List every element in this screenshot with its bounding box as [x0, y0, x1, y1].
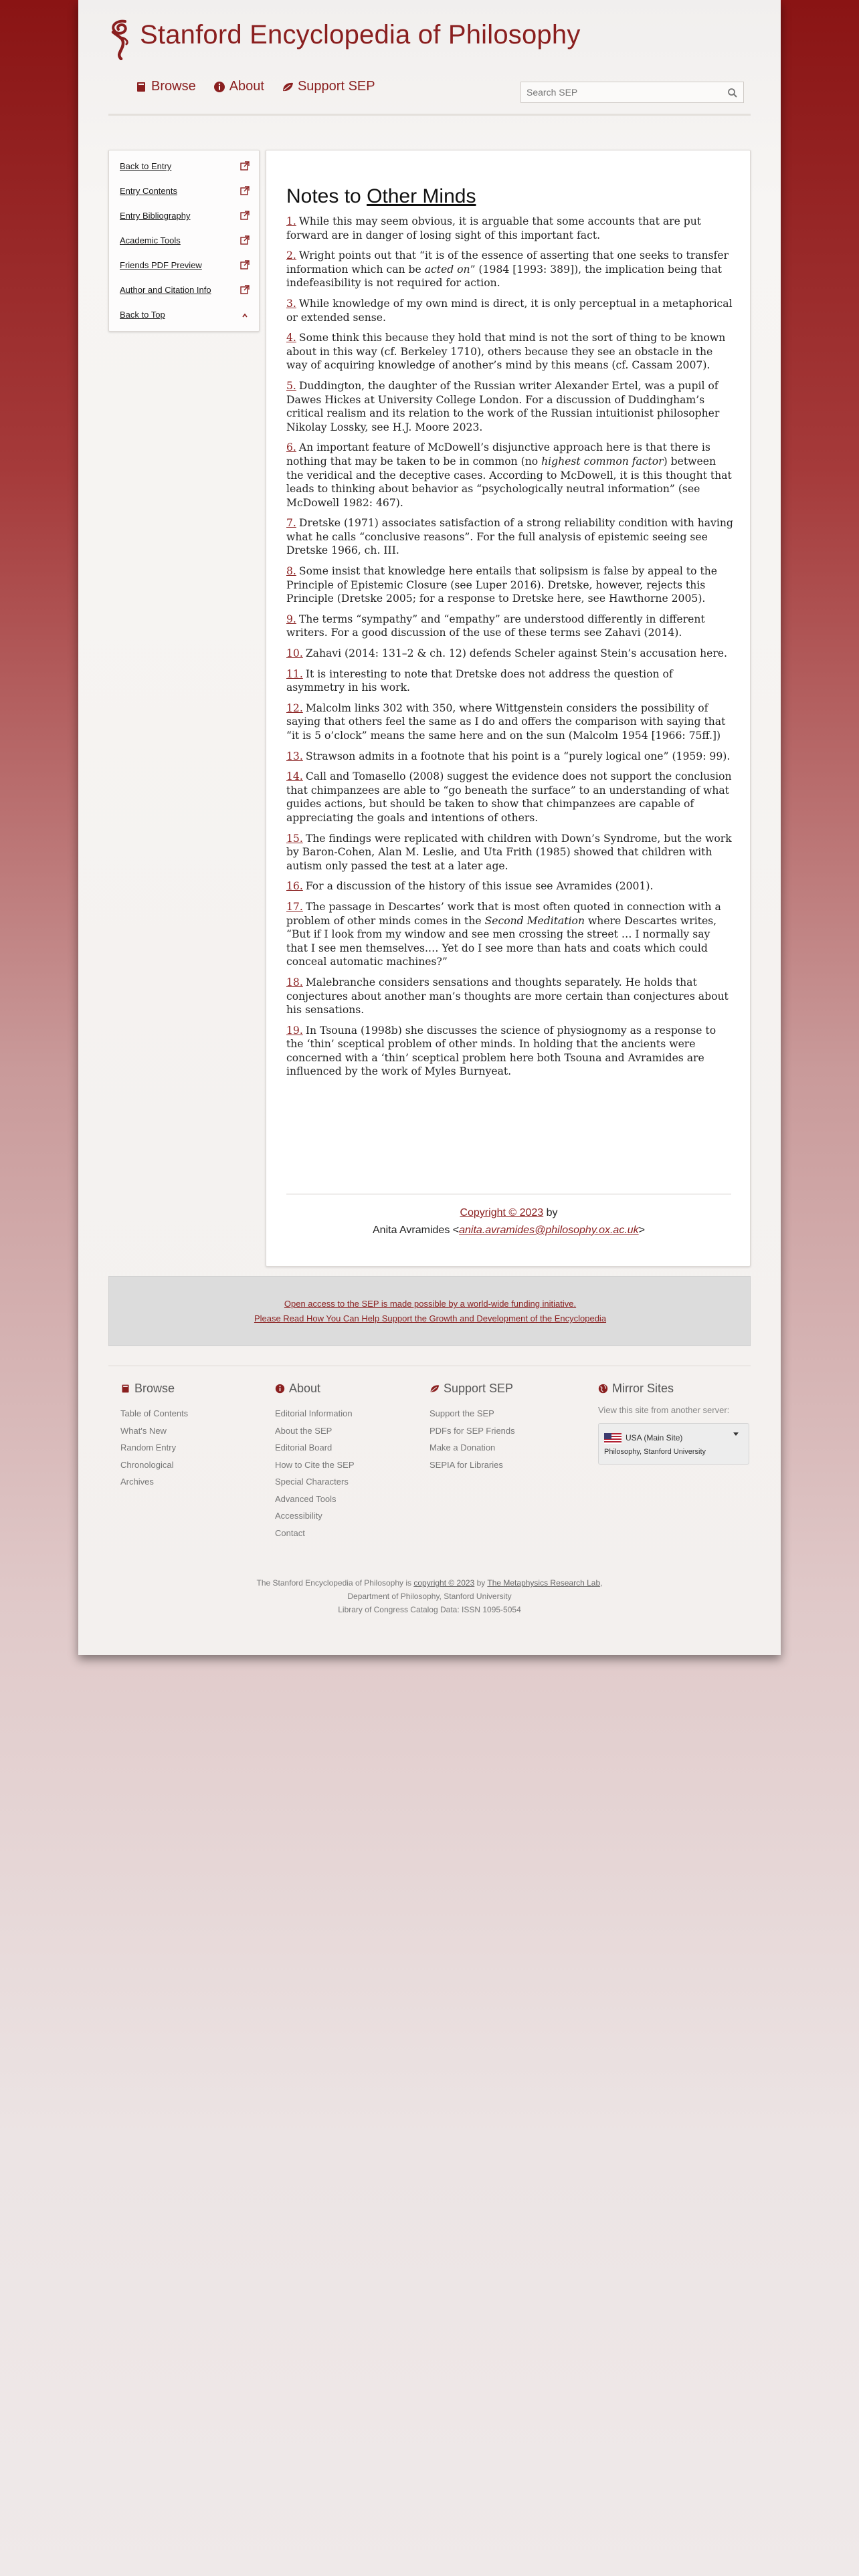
note-number-link[interactable]: 14. [286, 770, 303, 783]
footer-link[interactable]: Advanced Tools [275, 1493, 337, 1504]
footer-link[interactable]: Special Characters [275, 1477, 349, 1487]
mirror-selected-sub: Philosophy, Stanford University [604, 1448, 706, 1456]
nav-support-label: Support SEP [297, 79, 375, 94]
note-emphasis: acted on [424, 263, 470, 276]
footer-about-title: About [289, 1382, 321, 1395]
info-icon [275, 1384, 285, 1394]
external-link-icon [240, 186, 250, 195]
note-number-link[interactable]: 10. [286, 647, 303, 660]
note-number-link[interactable]: 2. [286, 249, 296, 262]
note-item [286, 1024, 735, 1079]
note-item [286, 770, 735, 825]
funding-initiative-link[interactable]: Open access to the SEP is made possible by a world-wide funding initiative. [284, 1299, 577, 1309]
main-content [266, 150, 751, 1267]
entry-title-link[interactable]: Other Minds [367, 185, 476, 207]
copyright-line [266, 1207, 751, 1219]
note-text: For a discussion of the history of this issue see Avramides (2001). [305, 880, 654, 893]
note-text: Malebranche considers sensations and thoughts separately. He holds that conjectures about another man’s thoughts are more certain than conjectures about his sensations. [286, 976, 729, 1016]
footer-mirror-heading [598, 1382, 749, 1396]
note-item [286, 667, 735, 695]
footer-about-column [275, 1382, 355, 1541]
note-number-link[interactable]: 13. [286, 750, 303, 762]
footer-link[interactable]: PDFs for SEP Friends [430, 1425, 515, 1436]
note-text: Duddington, the daughter of the Russian writer Alexander Ertel, was a pupil of Dawes Hickes at University College London. For a discussion of Duddingham’s critical realism and its relation to the work of the Russian intuitionist philosopher Nikolay Lossky, see H.J. Moore 2023. [286, 379, 720, 433]
note-text: The terms “sympathy” and “empathy” are understood differently in different writers. For a good discussion of the use of these terms see Zahavi (2014). [286, 613, 705, 639]
footer-support-title: Support SEP [444, 1382, 514, 1395]
note-item [286, 297, 735, 324]
us-flag-icon [604, 1433, 622, 1444]
sidebar [108, 150, 260, 332]
note-number-link[interactable]: 9. [286, 613, 296, 625]
leaf-icon [282, 81, 294, 93]
note-text: ) between the veridical and the deceptive cases. According to McDowell, it is this thought that leads to thinking about behavior as “psychologically neutral information” (see McDowell 1982: 467). [286, 455, 732, 509]
footer-link[interactable]: Random Entry [120, 1442, 177, 1453]
external-link-icon [240, 235, 250, 245]
note-item [286, 879, 735, 893]
book-icon [135, 81, 147, 93]
footer-link[interactable]: Editorial Board [275, 1442, 332, 1453]
footer-link[interactable]: Support the SEP [430, 1408, 494, 1418]
external-link-icon [240, 285, 250, 294]
footer-support-column [430, 1382, 515, 1473]
caret-down-icon [733, 1432, 739, 1437]
mirror-note: View this site from another server: [598, 1405, 730, 1415]
metaphysics-lab-link[interactable]: The Metaphysics Research Lab [487, 1578, 601, 1588]
footer-link[interactable]: Archives [120, 1477, 154, 1487]
chevron-up-icon [240, 311, 250, 320]
nav-browse[interactable] [135, 79, 196, 94]
footer-link[interactable]: Editorial Information [275, 1408, 353, 1418]
sep-logo-icon[interactable] [105, 17, 136, 60]
nav-about-label: About [229, 79, 264, 94]
note-emphasis: Second Meditation [484, 914, 585, 927]
support-growth-link[interactable]: Please Read How You Can Help Support the Growth and Development of the Encyclopedia [254, 1313, 607, 1323]
sidebar-item-academic-tools[interactable]: Academic Tools [120, 235, 181, 245]
header-divider [108, 114, 751, 116]
footer-browse-title: Browse [134, 1382, 175, 1395]
note-item [286, 379, 735, 434]
sidebar-item-back-to-entry[interactable]: Back to Entry [120, 161, 172, 171]
legal-text-c: , [600, 1578, 603, 1588]
page-title [286, 185, 476, 208]
note-number-link[interactable]: 4. [286, 332, 296, 344]
note-item [286, 976, 735, 1017]
note-item [286, 613, 735, 640]
top-nav [135, 79, 375, 94]
note-text: Some think this because they hold that mind is not the sort of thing to be known about in this way (cf. Berkeley 1710), others because they see an obstacle in the way of acquiring knowledge of another’s mind by this means (cf. Cassam 2007). [286, 332, 726, 372]
note-number-link[interactable]: 16. [286, 880, 303, 893]
note-text: Malcolm links 302 with 350, where Wittgenstein considers the possibility of saying that others feel the same as I do and offers the comparison with saying that “it is 5 o’clock” means the same here and on the sun (Malcolm 1954 [1966: 75ff.]) [286, 702, 726, 742]
note-text: Wright points out that “it is of the essence of asserting that one seeks to transfer information which can be [286, 249, 729, 276]
note-item [286, 564, 735, 606]
note-number-link[interactable]: 5. [286, 379, 296, 392]
site-title[interactable]: Stanford Encyclopedia of Philosophy [140, 20, 581, 49]
notes-list [286, 215, 735, 1085]
nav-about[interactable] [213, 79, 264, 94]
note-text: The findings were replicated with children with Down’s Syndrome, but the work by Baron-Cohen, Alan M. Leslie, and Uta Frith (1985) showed that children with autism only passed the test at a later age. [286, 832, 732, 872]
note-text: Zahavi (2014: 131–2 & ch. 12) defends Scheler against Stein’s accusation here. [305, 647, 727, 660]
note-emphasis: highest common factor [541, 455, 664, 467]
note-item [286, 215, 735, 242]
external-link-icon [240, 260, 250, 270]
note-item [286, 900, 735, 969]
note-number-link[interactable]: 6. [286, 441, 296, 454]
note-item [286, 516, 735, 558]
legal-copyright-link[interactable]: copyright © 2023 [413, 1578, 475, 1588]
note-item [286, 702, 735, 743]
note-item [286, 832, 735, 873]
note-number-link[interactable]: 7. [286, 517, 296, 530]
note-item [286, 249, 735, 290]
footer-support-heading [430, 1382, 515, 1396]
footer-link[interactable]: Chronological [120, 1459, 174, 1470]
note-number-link[interactable]: 11. [286, 667, 303, 680]
mirror-selected: USA (Main Site) [626, 1433, 683, 1442]
search-box [520, 82, 744, 103]
footer-browse-column [120, 1382, 188, 1491]
page-title-prefix: Notes to [286, 185, 367, 207]
sidebar-item-entry-bibliography[interactable]: Entry Bibliography [120, 211, 191, 221]
note-text: Call and Tomasello (2008) suggest the evidence does not support the conclusion that chimpanzees are able to “go beneath the surface” to an understanding of what guides actions, but should be taken to show that chimpanzees are capable of appreciating the goals and intentions of others. [286, 770, 732, 824]
note-text: Some insist that knowledge here entails that solipsism is false by appeal to the Principle of Epistemic Closure (see Luper 2016). Dretske, however, rejects this Principle (Dretske 2005; for a response to Dretske here, see Hawthorne 2005). [286, 565, 718, 605]
note-number-link[interactable]: 3. [286, 297, 296, 310]
legal-text-a: The Stanford Encyclopedia of Philosophy is [256, 1578, 414, 1588]
page-container [78, 0, 781, 1655]
sidebar-item-back-to-top[interactable]: Back to Top [120, 310, 165, 320]
footer-link[interactable]: Make a Donation [430, 1442, 496, 1453]
note-item [286, 441, 735, 510]
footer-link[interactable]: Table of Contents [120, 1408, 189, 1418]
footer-browse-heading [120, 1382, 188, 1396]
note-item [286, 750, 735, 764]
note-number-link[interactable]: 1. [286, 215, 296, 227]
mirror-site-select[interactable] [598, 1423, 749, 1465]
note-text: ” (1984 [1993: 389]), the implication being that indefeasibility is not required for action. [286, 263, 723, 290]
footer-link[interactable]: Accessibility [275, 1511, 322, 1521]
note-number-link[interactable]: 15. [286, 832, 303, 845]
sidebar-item-author-citation[interactable]: Author and Citation Info [120, 285, 211, 295]
author-name: Anita Avramides [373, 1224, 450, 1236]
globe-icon [598, 1384, 608, 1394]
legal-text-b: by [474, 1578, 488, 1588]
info-icon [213, 81, 225, 93]
note-item [286, 647, 735, 661]
note-text: It is interesting to note that Dretske does not address the question of asymmetry in his work. [286, 667, 673, 694]
sidebar-item-entry-contents[interactable]: Entry Contents [120, 186, 177, 196]
external-link-icon [240, 161, 250, 171]
footer-link[interactable]: Contact [275, 1527, 305, 1538]
footer-link[interactable]: SEPIA for Libraries [430, 1459, 503, 1470]
note-text: An important feature of McDowell’s disjunctive approach here is that there is nothing that may be taken to be in common (no [286, 441, 710, 467]
footer-link[interactable]: How to Cite the SEP [275, 1459, 355, 1470]
nav-support[interactable] [282, 79, 375, 94]
note-text: In Tsouna (1998b) she discusses the science of physiognomy as a response to the ‘thin’ sceptical problem of other minds. In holding that the ancients were concerned with a ‘thin’ sceptical problem here both Tsouna and Avramides are influenced by the work of Myles Burnyeat. [286, 1024, 717, 1078]
note-number-link[interactable]: 8. [286, 565, 296, 578]
note-number-link[interactable]: 17. [286, 900, 303, 913]
footer-link[interactable]: About the SEP [275, 1425, 332, 1436]
legal-line-1 [78, 1578, 781, 1588]
search-icon[interactable] [727, 88, 738, 98]
search-input[interactable] [521, 82, 715, 102]
copyright-link[interactable]: Copyright © 2023 [460, 1207, 544, 1218]
book-icon [120, 1384, 130, 1394]
note-text: where Descartes writes, “But if I look from my window and see men crossing the street … I normally say that I see men themselves.… Yet do I see more than hats and coats which could conceal automatic machines?” [286, 914, 717, 968]
funding-banner [108, 1276, 751, 1346]
note-item [286, 331, 735, 372]
author-email-link[interactable]: anita.avramides@philosophy.ox.ac.uk [459, 1224, 639, 1236]
nav-browse-label: Browse [151, 79, 196, 94]
legal-line-3: Library of Congress Catalog Data: ISSN 1095-5054 [338, 1605, 521, 1614]
note-text: The passage in Descartes’ work that is most often quoted in connection with a problem of other minds comes in the [286, 900, 721, 927]
footer-mirror-column [598, 1382, 749, 1465]
legal-line-2: Department of Philosophy, Stanford University [347, 1592, 512, 1601]
note-number-link[interactable]: 12. [286, 702, 303, 714]
footer-link[interactable]: What's New [120, 1425, 167, 1436]
sidebar-item-friends-pdf-preview[interactable]: Friends PDF Preview [120, 260, 202, 270]
note-text: Dretske (1971) associates satisfaction of a strong reliability condition with having what he calls “conclusive reasons”. For the full analysis of epistemic seeing see Dretske 1966, ch. III. [286, 517, 733, 557]
note-text: Strawson admits in a footnote that his point is a “purely logical one” (1959: 99). [305, 750, 731, 762]
note-number-link[interactable]: 18. [286, 976, 303, 988]
leaf-icon [430, 1384, 440, 1394]
author-line: Anita Avramides <anita.avramides@philosophy.ox.ac.uk> [373, 1224, 645, 1236]
copyright-by: by [543, 1207, 558, 1218]
external-link-icon [240, 211, 250, 220]
footer-mirror-title: Mirror Sites [612, 1382, 674, 1395]
note-text: While this may seem obvious, it is arguable that some accounts that are put forward are in danger of losing sight of this important fact. [286, 215, 702, 241]
note-number-link[interactable]: 19. [286, 1024, 303, 1037]
footer-about-heading [275, 1382, 355, 1396]
note-text: While knowledge of my own mind is direct, it is only perceptual in a metaphorical or extended sense. [286, 297, 733, 324]
